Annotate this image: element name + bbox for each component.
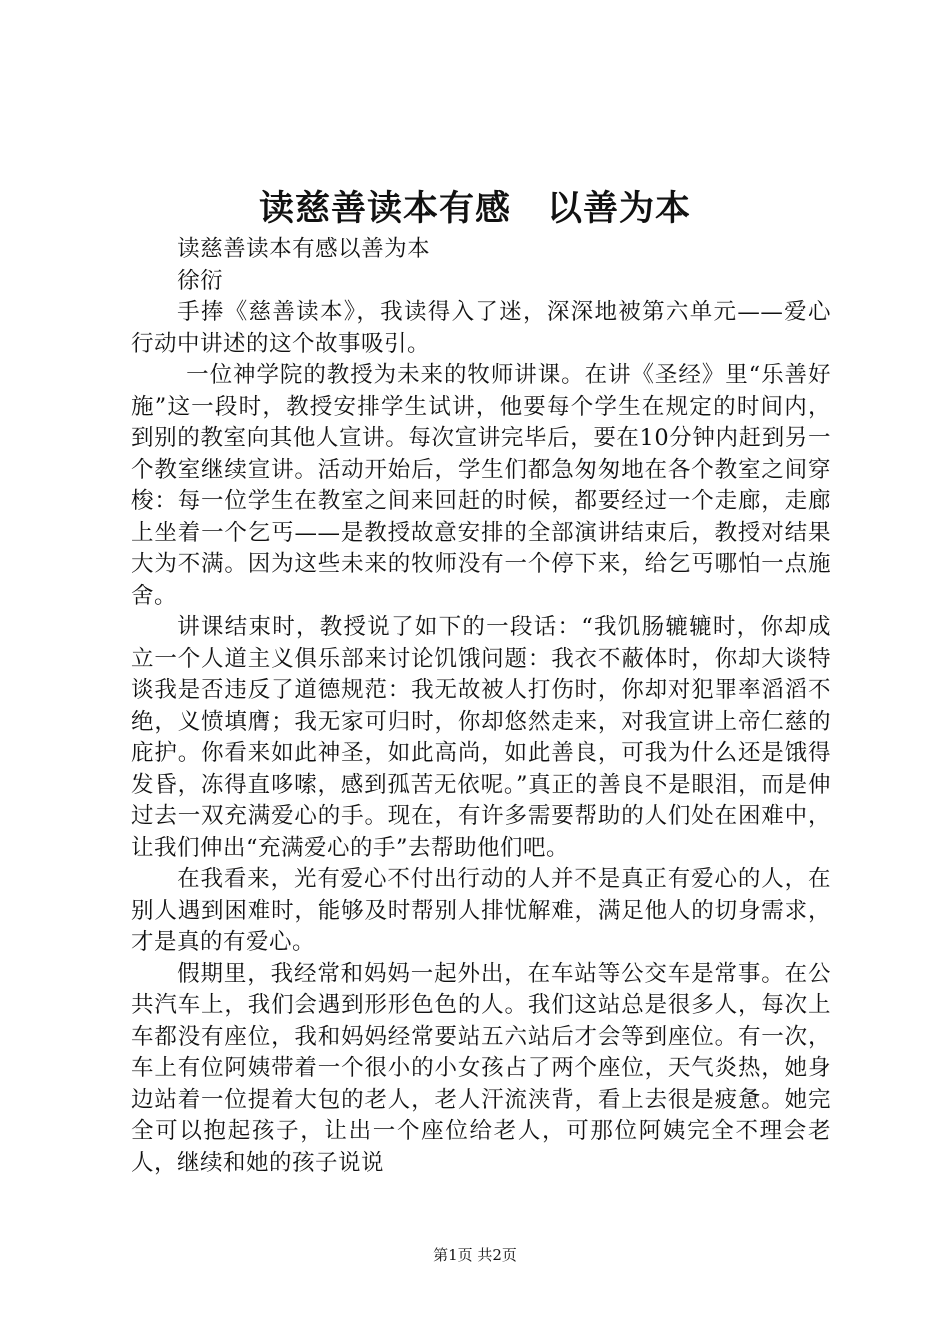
paragraph: 假期里，我经常和妈妈一起外出，在车站等公交车是常事。在公共汽车上，我们会遇到形形色色的人。我们这站总是很多人，每次上车都没有座位，我和妈妈经常要站五六站后才会等到座位。有一次，车上有位阿姨带着一个很小的小女孩占了两个座位，天气炎热，她身边站着一位提着大包的老人，老人汗流浃背，看上去很是疲惫。她完全可以抱起孩子，让出一个座位给老人，可那位阿姨完全不理会老人，继续和她的孩子说说 [131, 960, 831, 1176]
paragraph: 在我看来，光有爱心不付出行动的人并不是真正有爱心的人，在别人遇到困难时，能够及时帮别人排忧解难，满足他人的切身需求，才是真的有爱心。 [131, 866, 831, 955]
document-body [131, 234, 831, 1179]
document-title: 读慈善读本有感 以善为本 [258, 188, 691, 229]
author-line: 徐衍 [177, 267, 224, 294]
paragraph: 讲课结束时，教授说了如下的一段话：“我饥肠辘辘时，你却成立一个人道主义俱乐部来讨论饥饿问题：我衣不蔽体时，你却大谈特谈我是否违反了道德规范：我无故被人打伤时，你却对犯罪率滔滔不绝，义愤填膺；我无家可归时，你却悠然走来，对我宣讲上帝仁慈的庇护。你看来如此神圣，如此高尚，如此善良，可我为什么还是饿得发昏，冻得直哆嗦，感到孤苦无依呢。”真正的善良不是眼泪，而是伸过去一双充满爱心的手。现在，有许多需要帮助的人们处在困难中，让我们伸出“充满爱心的手”去帮助他们吧。 [131, 614, 831, 861]
paragraph: 一位神学院的教授为未来的牧师讲课。在讲《圣经》里“乐善好施”这一段时，教授安排学生试讲，他要每个学生在规定的时间内，到别的教室向其他人宣讲。每次宣讲完毕后，要在10分钟内赶到另一个教室继续宣讲。活动开始后，学生们都急匆匆地在各个教室之间穿梭：每一位学生在教室之间来回赶的时候，都要经过一个走廊，走廊上坐着一个乞丐——是教授故意安排的全部演讲结束后，教授对结果大为不满。因为这些未来的牧师没有一个停下来，给乞丐哪怕一点施舍。 [131, 362, 831, 609]
subtitle-line: 读慈善读本有感以善为本 [177, 236, 431, 262]
paragraph: 手捧《慈善读本》，我读得入了迷，深深地被第六单元——爱心行动中讲述的这个故事吸引。 [131, 299, 831, 357]
page-footer: 第1页 共2页 [433, 1246, 517, 1264]
